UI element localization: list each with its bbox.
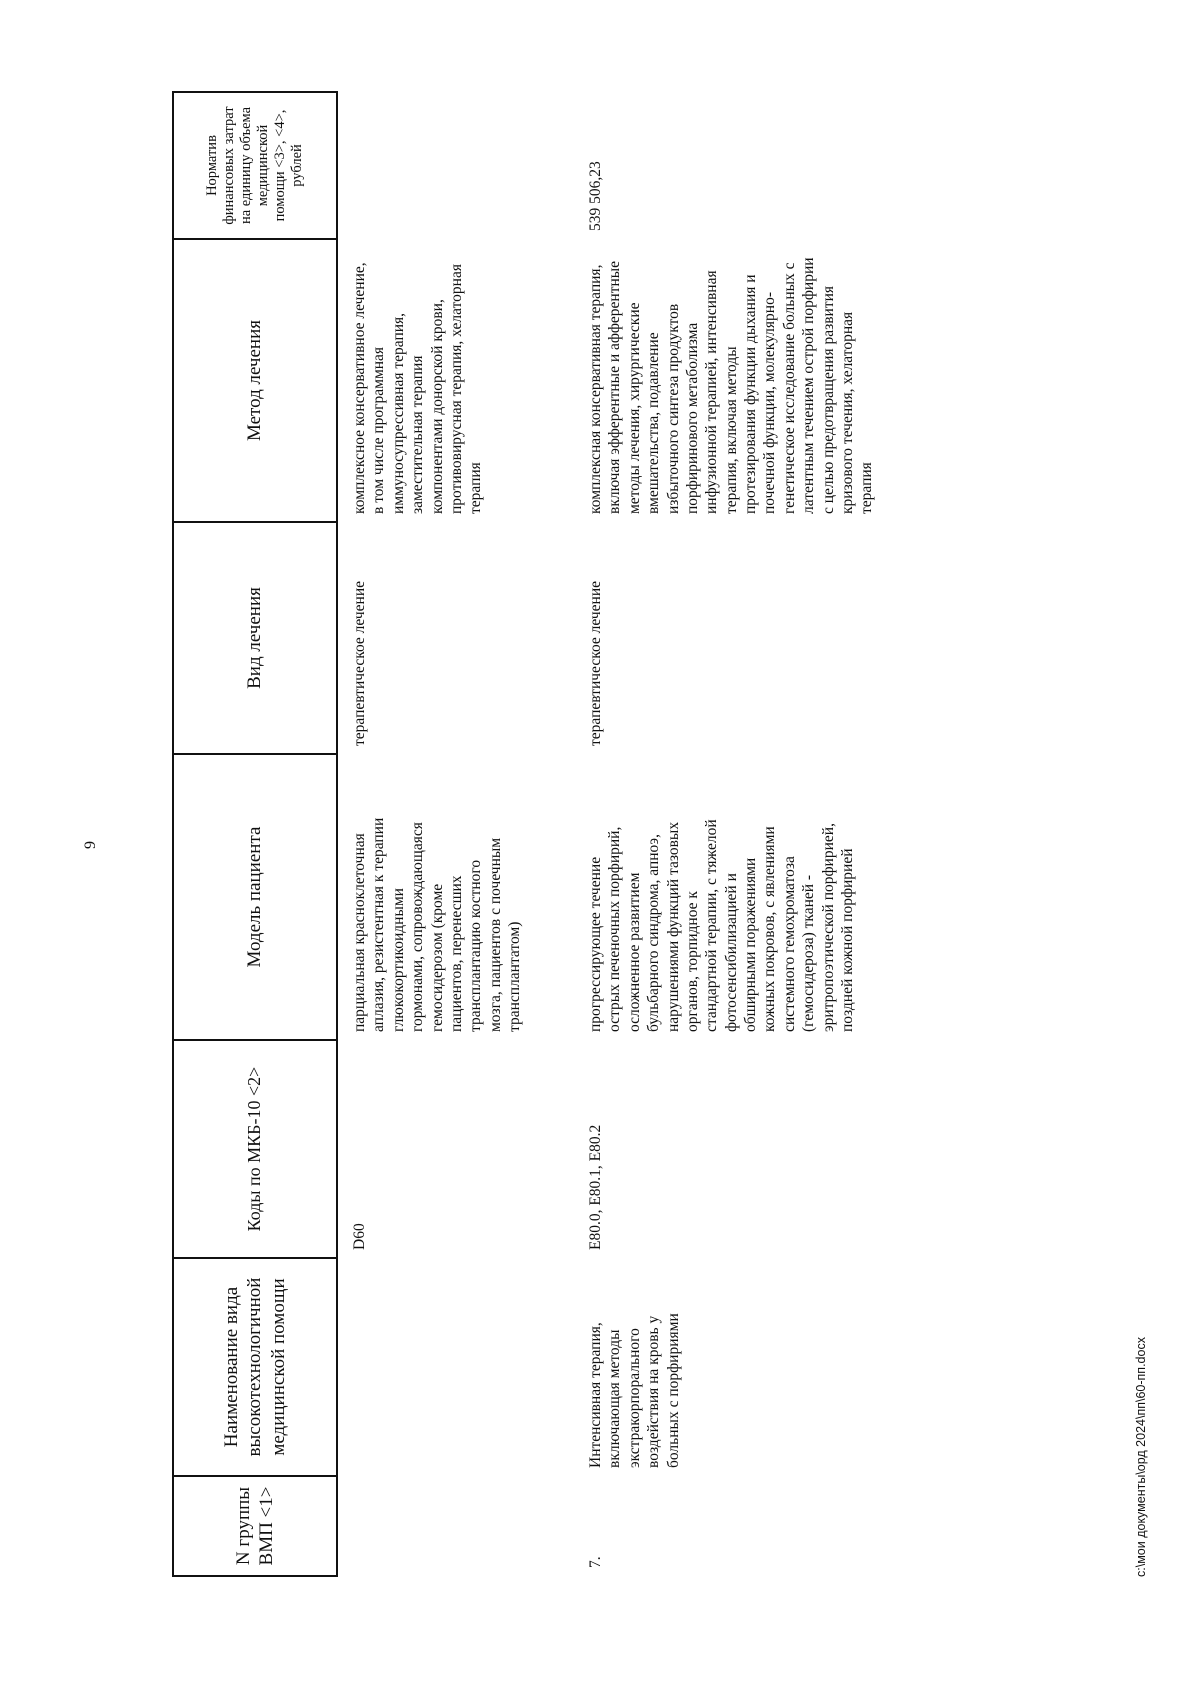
cell-group: 7. [587, 1556, 604, 1568]
table-header-row [173, 92, 337, 1576]
cell-name [337, 1258, 574, 1476]
cell-method: комплексная консервативная терапия, включая эфферентные и афферентные методы лечения, хирургические вмешательства, подавление избыточного синтеза продуктов порфиринового метаболизма инфузионной терапией, интенсивная терапия, включая методы протезирования функции дыхания и почечной функции, молекулярно- генетическое исследование больных с латентным течением острой порфирии с целью предотвращения развития кризового течения, хелаторная терапия [587, 257, 876, 514]
table-row [337, 92, 574, 1576]
cell-cost: 539 506,23 [587, 161, 604, 231]
cell-group [337, 1476, 574, 1576]
cell-model: парциальная красноклеточная аплазия, резистентная к терапии глюкокортикоидными гормонами, сопровождающаяся гемосидерозом (кроме пациентов, перенесших трансплантацию костного мозга, пациентов с почечным трансплантатом) [351, 817, 523, 1032]
header-group-number: N группы ВМП <1> [173, 1476, 337, 1576]
header-icd-codes: Коды по МКБ-10 <2> [173, 1040, 337, 1258]
cell-name: Интенсивная терапия, включающая методы экстракорпорального воздействия на кровь у больных с порфириями [587, 1313, 682, 1468]
footer-file-path: c:\мои документы\орд 2024\пп\60-пп.docx [1134, 1337, 1148, 1577]
cell-codes: D60 [351, 1223, 368, 1250]
header-treatment-method: Метод лечения [173, 239, 337, 522]
cell-treatment-type: терапевтическое лечение [351, 580, 368, 746]
cell-model: прогрессирующее течение острых печеночных порфирий, осложненное развитием бульбарного синдрома, апноэ, нарушениями функций тазовых органов, торпидное к стандартной терапии, с тяжелой фотосенсибилизацией и обширными поражениями кожных покровов, с явлениями системного гемохроматоза (гемосидероза) тканей - эритропоэтической порфирией, поздней кожной порфирией [587, 819, 856, 1032]
table-row [574, 92, 883, 1576]
page-number: 9 [82, 841, 99, 849]
header-cost-norm: Норматив финансовых затрат на единицу объема медицинской помощи <3>, <4>, рублей [173, 92, 337, 239]
header-patient-model: Модель пациента [173, 754, 337, 1040]
header-vmp-name: Наименование вида высокотехнологичной медицинской помощи [173, 1258, 337, 1476]
header-treatment-type: Вид лечения [173, 522, 337, 754]
cell-codes: E80.0, E80.1, E80.2 [587, 1124, 604, 1250]
vmp-table [172, 91, 883, 1577]
cell-treatment-type: терапевтическое лечение [587, 580, 604, 746]
cell-method: комплексное консервативное лечение, в том числе программная иммуносупрессивная терапия, заместительная терапия компонентами донорской крови, противовирусная терапия, хелаторная терапия [351, 262, 485, 514]
cell-cost [337, 92, 574, 239]
